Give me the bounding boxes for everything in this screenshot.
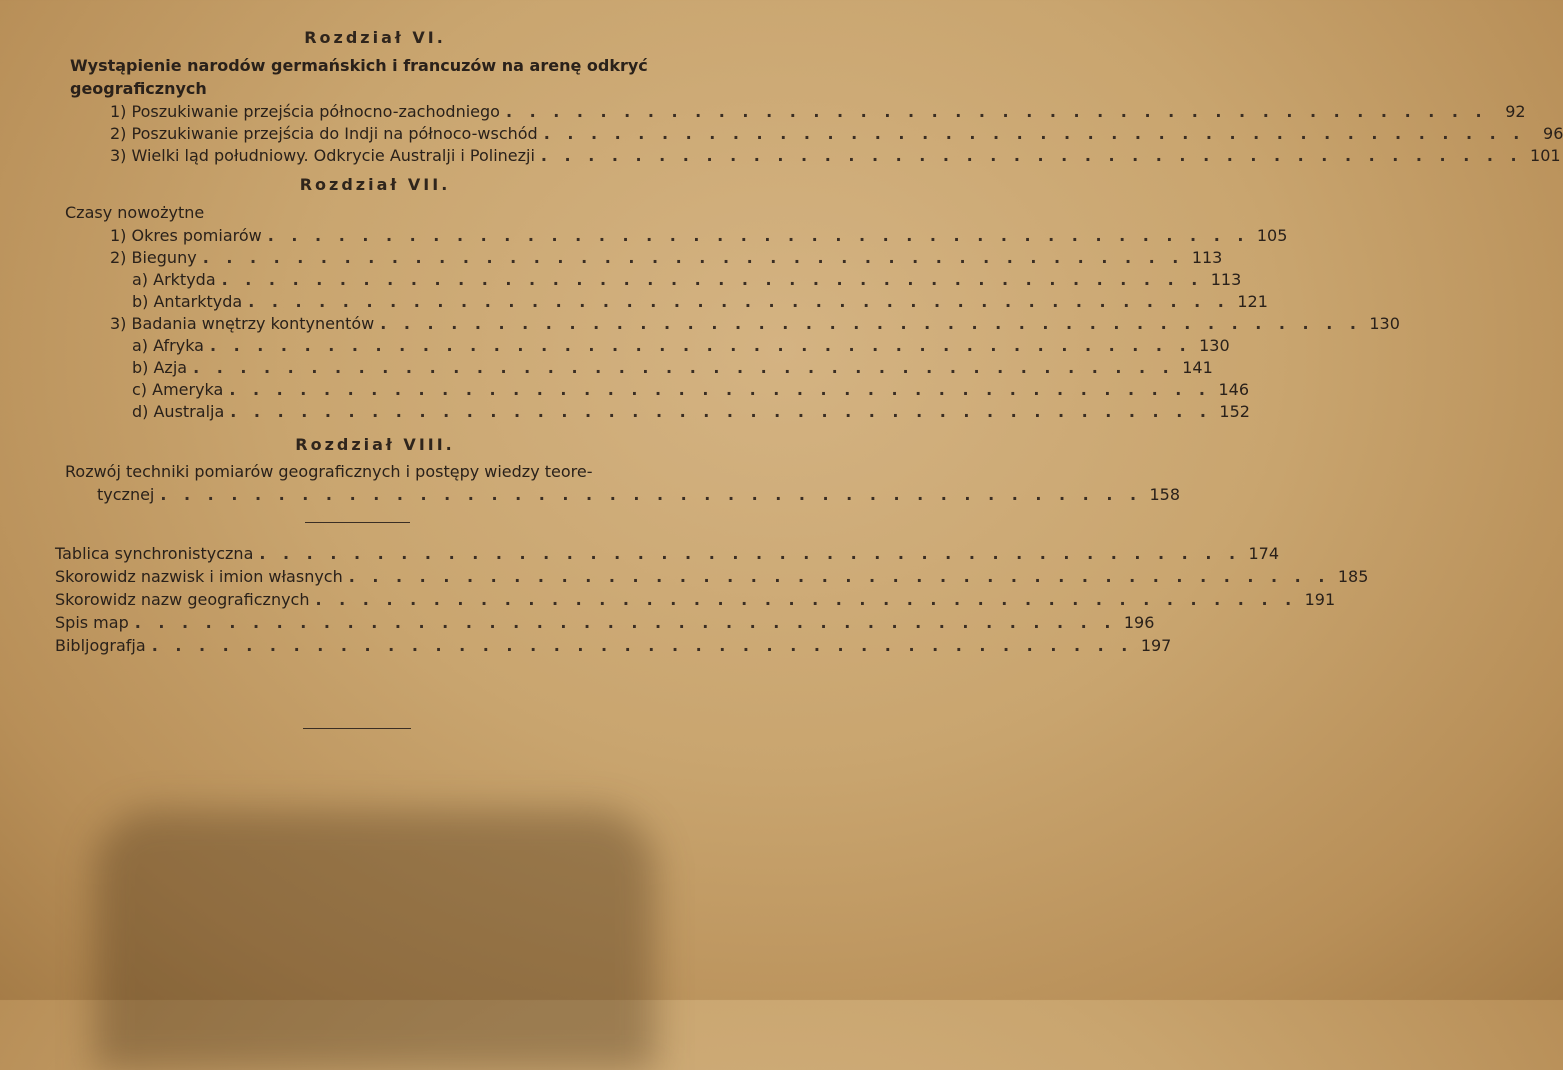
toc-entry-page: 113 xyxy=(1191,248,1223,267)
leader-dots: . . . . . . . . . . . . . . . . . . . . . . . . . . . . . . . . . . . . . . . . . . xyxy=(248,292,1230,311)
toc-entry xyxy=(55,567,1369,586)
chapter-8-heading: Rozdział VIII. xyxy=(295,435,455,454)
toc-entry xyxy=(132,358,1213,377)
toc-entry-text: Bibljografja xyxy=(55,636,146,655)
leader-dots: . . . . . . . . . . . . . . . . . . . . . . . . . . . . . . . . . . . . . . . . . . xyxy=(229,380,1212,399)
leader-dots: . . . . . . . . . . . . . . . . . . . . . . . . . . . . . . . . . . . . . . . . . . xyxy=(315,590,1298,609)
toc-entry xyxy=(55,590,1336,609)
toc-entry-page: 121 xyxy=(1237,292,1268,311)
toc-entry-text: 2) Poszukiwanie przejścia do Indji na północo-wschód xyxy=(110,124,538,143)
toc-entry-text: 2) Bieguny xyxy=(110,248,197,267)
toc-entry-text: b) Antarktyda xyxy=(132,292,243,311)
chapter-8-title-line-2: tycznej xyxy=(97,485,155,504)
chapter-7-title: Czasy nowożytne xyxy=(65,203,205,222)
toc-entry-page: 130 xyxy=(1199,336,1230,355)
toc-entry xyxy=(55,613,1155,632)
leader-dots: . . . . . . . . . . . . . . . . . . . . . . . . . . . . . . . . . . . . . . . . . . xyxy=(380,314,1362,333)
toc-entry-page: 191 xyxy=(1304,590,1336,609)
leader-dots: . . . . . . . . . . . . . . . . . . . . . . . . . . . . . . . . . . . . . . . . . . xyxy=(259,544,1242,563)
toc-entry-page: 152 xyxy=(1219,402,1250,421)
toc-entry-page: 101 xyxy=(1530,146,1561,165)
toc-entry-page: 158 xyxy=(1149,485,1181,504)
toc-entry xyxy=(132,402,1250,421)
toc-entry xyxy=(110,146,1561,165)
toc-entry-text: Skorowidz nazw geograficznych xyxy=(55,590,310,609)
toc-entry-text: Spis map xyxy=(55,613,129,632)
toc-entry-page: 105 xyxy=(1256,226,1288,245)
toc-entry-page: 196 xyxy=(1123,613,1155,632)
toc-entry-text: 1) Okres pomiarów xyxy=(110,226,262,245)
leader-dots: . . . . . . . . . . . . . . . . . . . . . . . . . . . . . . . . . . . . . . . . . . xyxy=(267,226,1250,245)
toc-entry xyxy=(110,248,1223,267)
chapter-6-heading: Rozdział VI. xyxy=(304,28,446,47)
toc-entry xyxy=(110,102,1526,121)
toc-entry-text: c) Ameryka xyxy=(132,380,224,399)
toc-entry-page: 141 xyxy=(1182,358,1213,377)
toc-entry xyxy=(110,314,1400,333)
toc-entry-text: b) Azja xyxy=(132,358,188,377)
toc-entry-page: 174 xyxy=(1248,544,1280,563)
toc-entry-text: 3) Wielki ląd południowy. Odkrycie Australji i Polinezji xyxy=(110,146,535,165)
toc-entry-page: 130 xyxy=(1369,314,1400,333)
leader-dots: . . . . . . . . . . . . . . . . . . . . . . . . . . . . . . . . . . . . . . . . . . xyxy=(134,613,1117,632)
toc-entry xyxy=(55,544,1280,563)
leader-dots: . . . . . . . . . . . . . . . . . . . . . . . . . . . . . . . . . . . . . . . . . . xyxy=(505,102,1488,121)
toc-entry-page: 92 xyxy=(1505,102,1526,121)
leader-dots: . . . . . . . . . . . . . . . . . . . . . . . . . . . . . . . . . . . . . . . . . . xyxy=(193,358,1175,377)
toc-entry-text: a) Afryka xyxy=(132,336,204,355)
leader-dots: . . . . . . . . . . . . . . . . . . . . . . . . . . . . . . . . . . . . . . . . . . xyxy=(151,636,1134,655)
toc-entry xyxy=(132,336,1230,355)
section-divider xyxy=(305,522,410,523)
closing-divider xyxy=(303,728,411,729)
leader-dots: . . . . . . . . . . . . . . . . . . . . . . . . . . . . . . . . . . . . . . . . . . xyxy=(540,146,1523,165)
leader-dots: . . . . . . . . . . . . . . . . . . . . . . . . . . . . . . . . . . . . . . . . . . xyxy=(230,402,1212,421)
leader-dots: . . . . . . . . . . . . . . . . . . . . . . . . . . . . . . . . . . . . . . . . . . xyxy=(221,270,1204,289)
toc-entry-text: 3) Badania wnętrzy kontynentów xyxy=(110,314,375,333)
toc-entry xyxy=(55,636,1172,655)
toc-entry xyxy=(132,292,1268,311)
toc-entry-text: 1) Poszukiwanie przejścia północno-zachodniego xyxy=(110,102,500,121)
toc-entry-text: Tablica synchronistyczna xyxy=(55,544,254,563)
toc-entry xyxy=(110,124,1563,143)
toc-entry-page: 96 xyxy=(1543,124,1563,143)
toc-entry-text: Skorowidz nazwisk i imion własnych xyxy=(55,567,343,586)
leader-dots: . . . . . . . . . . . . . . . . . . . . . . . . . . . . . . . . . . . . . . . . . . xyxy=(543,124,1526,143)
toc-entry-page: 197 xyxy=(1140,636,1172,655)
chapter-7-heading: Rozdział VII. xyxy=(299,175,451,194)
toc-entry xyxy=(97,485,1181,504)
toc-entry-page: 146 xyxy=(1218,380,1250,399)
leader-dots: . . . . . . . . . . . . . . . . . . . . . . . . . . . . . . . . . . . . . . . . . . xyxy=(209,336,1192,355)
chapter-8-title-line-1: Rozwój techniki pomiarów geograficznych i postępy wiedzy teore- xyxy=(65,462,593,481)
leader-dots: . . . . . . . . . . . . . . . . . . . . . . . . . . . . . . . . . . . . . . . . . . xyxy=(202,248,1185,267)
toc-entry-text: d) Australja xyxy=(132,402,225,421)
leader-dots: . . . . . . . . . . . . . . . . . . . . . . . . . . . . . . . . . . . . . . . . . . xyxy=(160,485,1143,504)
chapter-6-title-line-1: Wystąpienie narodów germańskich i francuzów na arenę odkryć xyxy=(70,56,648,75)
toc-entry xyxy=(132,380,1250,399)
toc-entry-page: 185 xyxy=(1337,567,1369,586)
toc-entry-text: a) Arktyda xyxy=(132,270,216,289)
chapter-6-title-line-2: geograficznych xyxy=(70,79,207,98)
toc-entry xyxy=(110,226,1288,245)
toc-entry-page: 113 xyxy=(1210,270,1242,289)
toc-entry xyxy=(132,270,1242,289)
leader-dots: . . . . . . . . . . . . . . . . . . . . . . . . . . . . . . . . . . . . . . . . . . xyxy=(348,567,1331,586)
